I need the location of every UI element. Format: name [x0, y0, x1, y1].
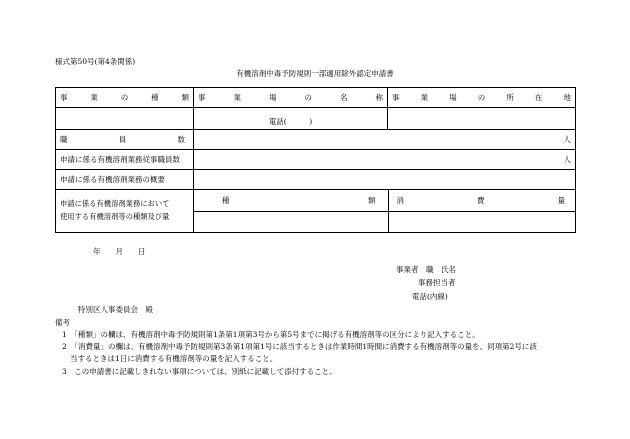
solvent-workers-row	[56, 150, 576, 170]
usage-subtable	[194, 190, 575, 232]
amount-value-cell[interactable]	[388, 211, 575, 232]
workers-unit: 人	[563, 135, 571, 144]
business-name-line: 事業者 職 氏名	[396, 265, 456, 274]
overview-label: 申請に係る有機溶剤業務の概要	[56, 170, 194, 190]
person-in-charge-line: 事務担当者	[418, 278, 456, 287]
workplace-location-header: 事 業 場 の 所 在 地	[388, 88, 576, 108]
note-3: 3 この申請書に記載しきれない事項については、別紙に記載して添付すること。	[62, 367, 337, 376]
usage-row	[56, 190, 576, 233]
notes-heading: 備考	[55, 318, 70, 327]
workplace-name-header: 事 業 場 の 名 称	[194, 88, 388, 108]
workers-row	[56, 130, 576, 150]
business-type-header: 事 業 の 種 類	[56, 88, 194, 108]
kind-header: 種 類	[194, 190, 388, 211]
solvent-workers-value-cell[interactable]	[194, 150, 576, 170]
overview-row	[56, 170, 576, 190]
business-info-row	[56, 108, 576, 130]
addressee: 特別区人事委員会 殿	[78, 305, 153, 314]
application-form-table	[55, 87, 576, 233]
header-row	[56, 88, 576, 108]
document-title: 有機溶剤中毒予防規則一部適用除外認定申請書	[236, 69, 394, 78]
amount-header: 消 費 量	[388, 190, 575, 211]
workplace-location-cell[interactable]	[388, 108, 576, 130]
solvent-workers-unit: 人	[563, 155, 571, 164]
note-1: 1 「種類」の欄は、有機溶剤中毒予防規則第1条第1項第3号から第5号までに掲げる有機溶剤等の区分により記入すること。	[62, 330, 480, 339]
workers-value-cell[interactable]	[194, 130, 576, 150]
date-line: 年 月 日	[93, 247, 146, 256]
usage-value-area	[194, 190, 576, 233]
overview-value-cell[interactable]	[194, 170, 576, 190]
form-number: 様式第50号(第4条関係)	[55, 57, 136, 66]
phone-label: 電話( )	[268, 117, 313, 126]
business-type-cell[interactable]	[56, 108, 194, 130]
phone-extension-line: 電話(内線)	[412, 292, 448, 301]
note-2-line-1: 2 「消費量」の欄は、有機溶剤中毒予防規則第3条第1項第1号に該当するときは作業時間1時間に消費する有機溶剤等の量を、同項第2号に該	[62, 342, 537, 351]
kind-value-cell[interactable]	[194, 211, 388, 232]
note-2-line-2: 当するときは1日に消費する有機溶剤等の量を記入すること。	[70, 354, 278, 363]
workplace-name-cell[interactable]	[194, 108, 388, 130]
workers-label: 職 員 数	[56, 130, 194, 150]
usage-label: 申請に係る有機溶剤業務において 使用する有機溶剤等の種類及び量	[56, 190, 194, 233]
solvent-workers-label: 申請に係る有機溶剤業務従事職員数	[56, 150, 194, 170]
